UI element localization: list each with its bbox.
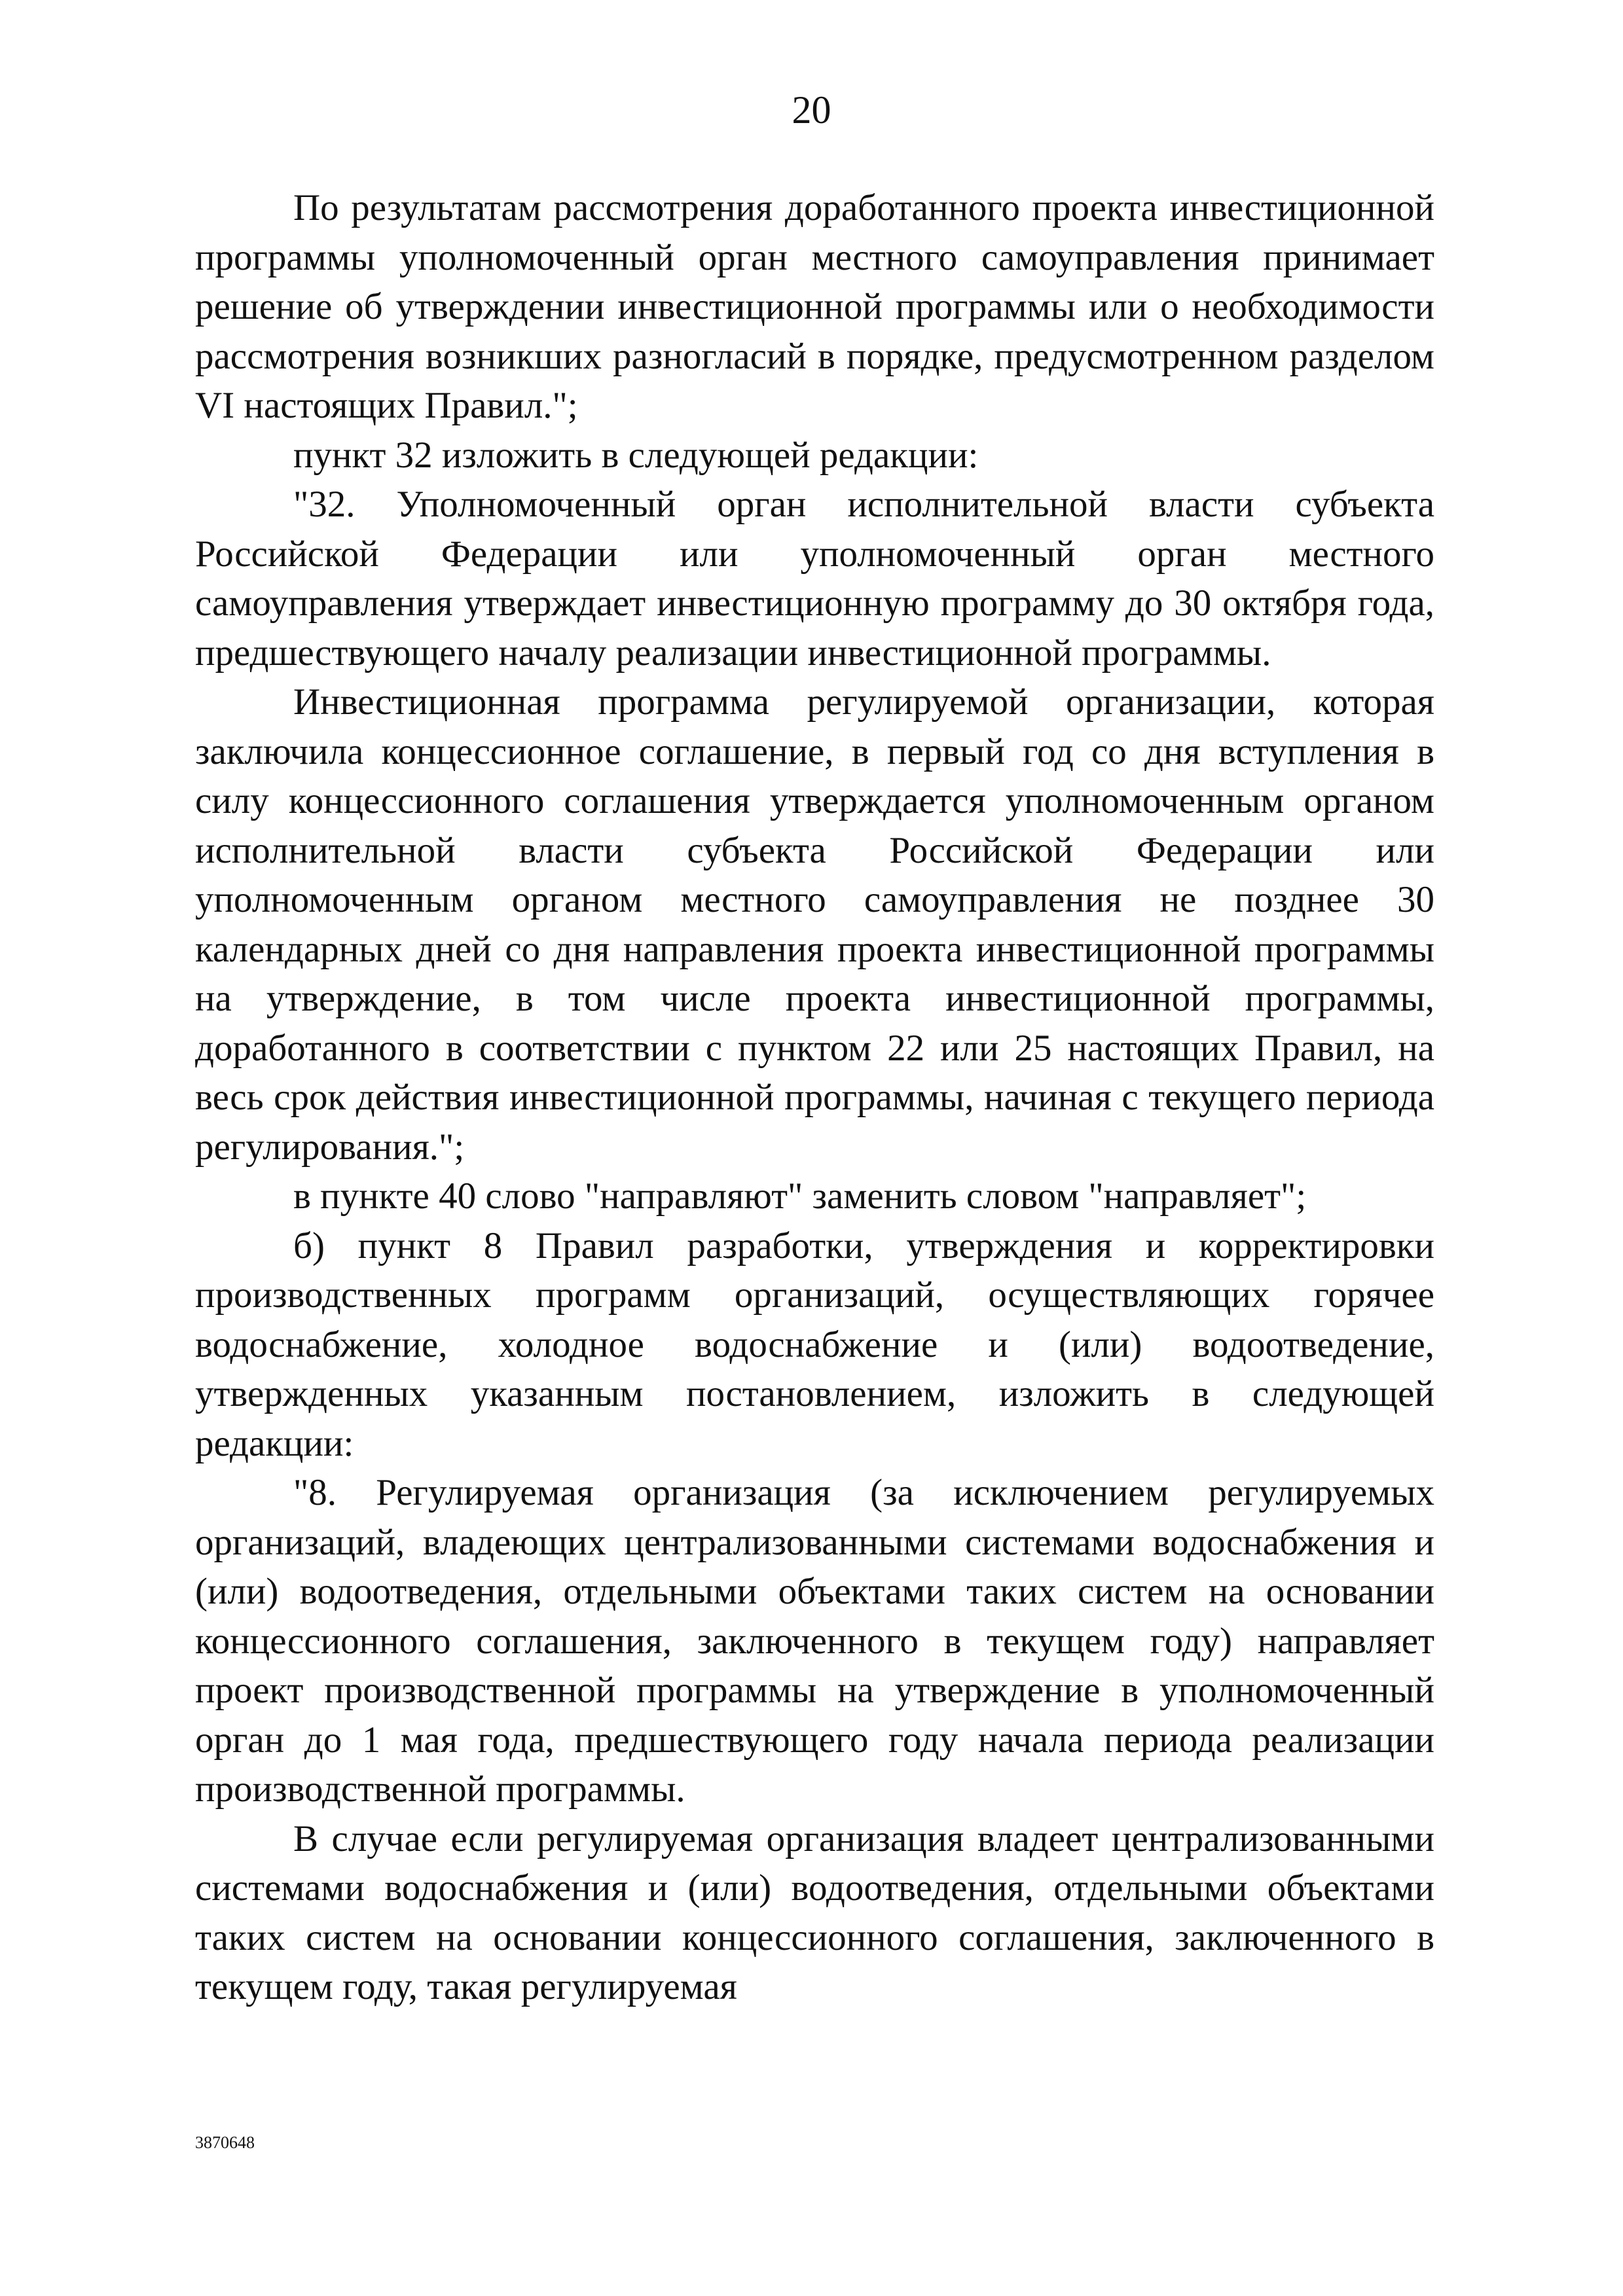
paragraph: пункт 32 изложить в следующей редакции: [293,434,979,476]
page-number: 20 [792,88,831,132]
paragraph: "8. Регулируемая организация (за исключением регулируемых организаций, владеющих централизованными системами водоснабжения и (или) водоотведения, отдельными объектами таких систем на основании концессионного соглашения, заключенного в текущем году) направляет проект производственной программы на утверждение в уполномоченный орган до 1 мая года, предшествующего году начала периода реализации производственной программы. [195,1472,1434,1810]
document-code: 3870648 [195,2133,255,2152]
paragraph: б) пункт 8 Правил разработки, утверждения и корректировки производственных программ организаций, осуществляющих горячее водоснабжение, холодное водоснабжение и (или) водоотведение, утвержденных указанным постановлением, изложить в следующей редакции: [195,1225,1434,1464]
paragraph: Инвестиционная программа регулируемой организации, которая заключила концессионное соглашение, в первый год со дня вступления в силу концессионного соглашения утверждается уполномоченным органом исполнительной власти субъекта Российской Федерации или уполномоченным органом местного самоуправления не позднее 30 календарных дней со дня направления проекта инвестиционной программы на утверждение, в том числе проекта инвестиционной программы, доработанного в соответствии с пунктом 22 или 25 настоящих Правил, на весь срок действия инвестиционной программы, начиная с текущего периода регулирования."; [195,681,1434,1168]
document-body [195,183,1434,2012]
paragraph: По результатам рассмотрения доработанного проекта инвестиционной программы уполномоченный орган местного самоуправления принимает решение об утверждении инвестиционной программы или о необходимости рассмотрения возникших разногласий в порядке, предусмотренном разделом VI настоящих Правил."; [195,187,1434,426]
paragraph: в пункте 40 слово "направляют" заменить словом "направляет"; [293,1175,1307,1217]
paragraph: "32. Уполномоченный орган исполнительной власти субъекта Российской Федерации или уполномоченный орган местного самоуправления утверждает инвестиционную программу до 30 октября года, предшествующего началу реализации инвестиционной программы. [195,484,1434,673]
paragraph: В случае если регулируемая организация владеет централизованными системами водоснабжения и (или) водоотведения, отдельными объектами таких систем на основании концессионного соглашения, заключенного в текущем году, такая регулируемая [195,1818,1434,2007]
